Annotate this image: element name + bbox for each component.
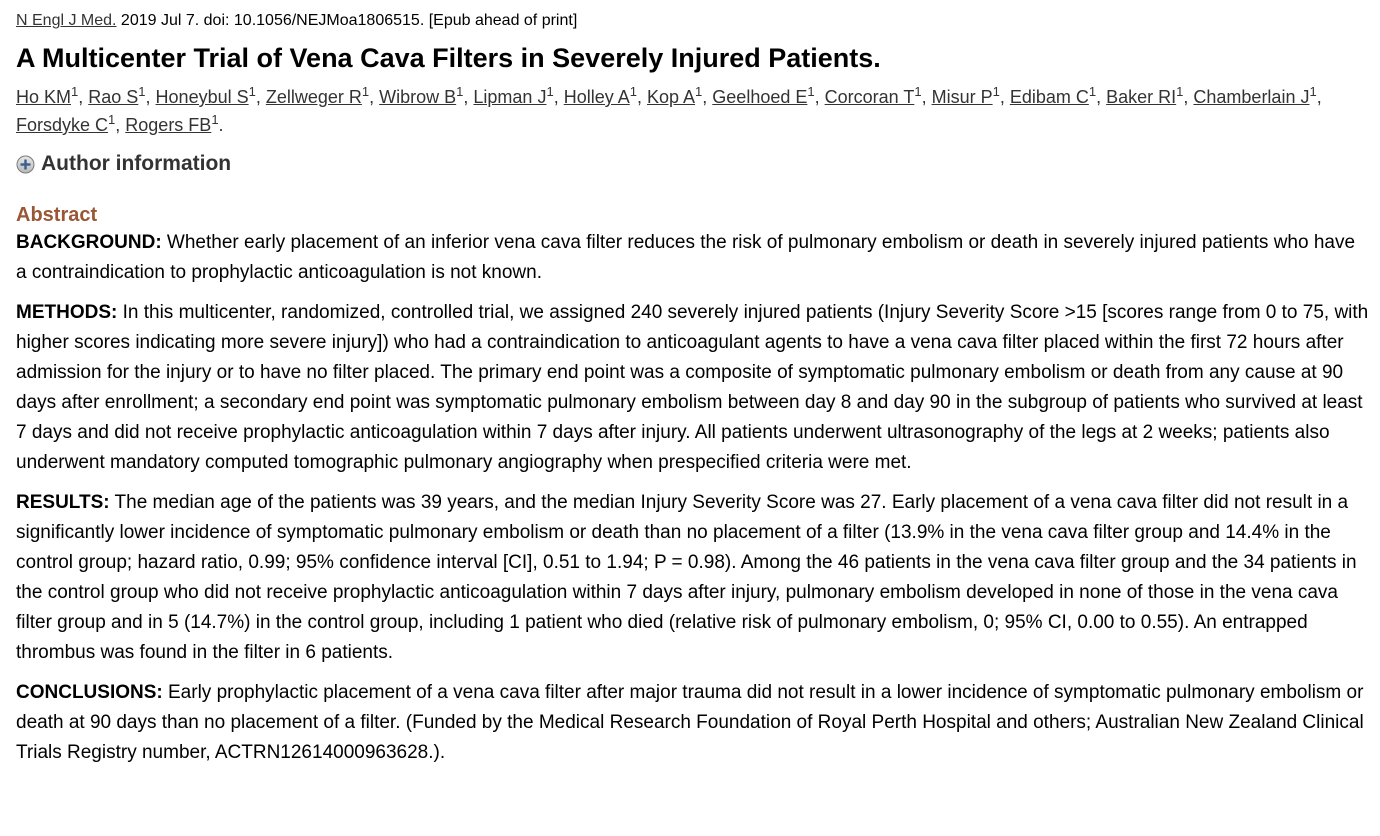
affiliation-marker: 1 — [807, 84, 815, 99]
author-link[interactable]: Rao S — [88, 87, 139, 107]
author-link[interactable]: Geelhoed E — [712, 87, 808, 107]
plus-circle-icon[interactable] — [16, 155, 35, 174]
author-link[interactable]: Zellweger R — [265, 87, 362, 107]
author-link[interactable]: Wibrow B — [379, 87, 457, 107]
affiliation-marker: 1 — [1309, 84, 1317, 99]
affiliation-marker: 1 — [248, 84, 256, 99]
article-title: A Multicenter Trial of Vena Cava Filters in Severely Injured Patients. — [16, 43, 881, 73]
affiliation-marker: 1 — [1176, 84, 1184, 99]
abstract-section-results — [16, 488, 1370, 668]
section-label: RESULTS: — [16, 492, 110, 513]
affiliation-marker: 1 — [71, 84, 79, 99]
abstract-body — [16, 228, 1370, 768]
abstract-section-conclusions — [16, 678, 1370, 768]
section-label: CONCLUSIONS: — [16, 682, 163, 703]
journal-link[interactable]: N Engl J Med. — [16, 12, 117, 29]
author-link[interactable]: Holley A — [563, 87, 630, 107]
affiliation-marker: 1 — [456, 84, 464, 99]
citation — [16, 10, 1370, 32]
section-label: METHODS: — [16, 302, 118, 323]
author-information-toggle[interactable] — [16, 152, 1370, 176]
section-label: BACKGROUND: — [16, 232, 162, 253]
author-link[interactable]: Forsdyke C — [16, 115, 109, 135]
affiliation-marker: 1 — [629, 84, 637, 99]
affiliation-marker: 1 — [108, 112, 116, 127]
author-information-label: Author information — [41, 152, 232, 175]
affiliation-marker: 1 — [1088, 84, 1097, 99]
affiliation-marker: 1 — [914, 84, 922, 99]
author-link[interactable]: Baker RI — [1106, 87, 1177, 107]
author-link[interactable]: Lipman J — [473, 87, 547, 107]
author-link[interactable]: Misur P — [931, 87, 993, 107]
section-text: The median age of the patients was 39 years, and the median Injury Severity Score was 27. Early placement of a vena cava filter did not result in a significantly lower incidence of symptomatic pulmonary embolism or death than no placement of a filter (13.9% in the vena cava filter group and 14.4% in the control group; hazard ratio, 0.99; 95% confidence interval [CI], 0.51 to 1.94; P = 0.98). Among the 46 patients in the vena cava filter group and the 34 patients in the control group who did not receive prophylactic anticoagulation within 7 days after injury, pulmonary embolism developed in none of those in the vena cava filter group and in 5 (14.7%) in the control group, including 1 patient who died (relative risk of pulmonary embolism, 0; 95% CI, 0.00 to 0.55). An entrapped thrombus was found in the filter in 6 patients. — [16, 492, 1357, 663]
abstract-section-background — [16, 228, 1370, 288]
author-link[interactable]: Kop A — [647, 87, 696, 107]
abstract-heading: Abstract — [16, 204, 98, 226]
author-link[interactable]: Rogers FB — [125, 115, 212, 135]
section-text: Early prophylactic placement of a vena cava filter after major trauma did not result in a lower incidence of symptomatic pulmonary embolism or death at 90 days than no placement of a filter. (Funded by the Medical Research Foundation of Royal Perth Hospital and others; Australian New Zealand Clinical Trials Registry number, ACTRN12614000963628.). — [16, 682, 1364, 763]
affiliation-marker: 1 — [211, 112, 219, 127]
author-link[interactable]: Chamberlain J — [1193, 87, 1310, 107]
citation-details: 2019 Jul 7. doi: 10.1056/NEJMoa1806515. [Epub ahead of print] — [116, 12, 578, 29]
affiliation-marker: 1 — [361, 84, 370, 99]
author-link[interactable]: Edibam C — [1009, 87, 1089, 107]
section-text: In this multicenter, randomized, controlled trial, we assigned 240 severely injured patients (Injury Severity Score >15 [scores range from 0 to 75, with higher scores indicating more severe injury]) who had a contraindication to anticoagulant agents to have a vena cava filter placed within the first 72 hours after admission for the injury or to have no filter placed. The primary end point was a composite of symptomatic pulmonary embolism or death from any cause at 90 days after enrollment; a secondary end point was symptomatic pulmonary embolism between day 8 and day 90 in the subgroup of patients who survived at least 7 days and did not receive prophylactic anticoagulation within 7 days after injury. All patients underwent ultrasonography of the legs at 2 weeks; patients also underwent mandatory computed tomographic pulmonary angiography when prespecified criteria were met. — [16, 302, 1369, 473]
author-link[interactable]: Corcoran T — [824, 87, 915, 107]
affiliation-marker: 1 — [695, 84, 703, 99]
author-list: Ho $KM^1$, Rao $S^1$, Honeybul $S^1$, Zellweger $R^1$, Wibrow $B^1$, Lipman $J^1$, Holley $A^1$, Kop $A^1$, Geelhoed $E^1$, Corcoran $T^1$, Misur $P^1$, Edibam $C^1$, Baker $RI^1$, Chamberlain $J^1$, Forsdyke $C^1$, Rogers $FB^1$. — [16, 84, 1322, 135]
author-link[interactable]: Honeybul S — [155, 87, 249, 107]
affiliation-marker: 1 — [546, 84, 554, 99]
affiliation-marker: 1 — [992, 84, 1000, 99]
affiliation-marker: 1 — [138, 84, 146, 99]
abstract-section-methods — [16, 298, 1370, 478]
author-link[interactable]: Ho KM — [16, 87, 72, 107]
section-text: Whether early placement of an inferior vena cava filter reduces the risk of pulmonary embolism or death in severely injured patients who have a contraindication to prophylactic anticoagulation is not known. — [16, 232, 1356, 283]
